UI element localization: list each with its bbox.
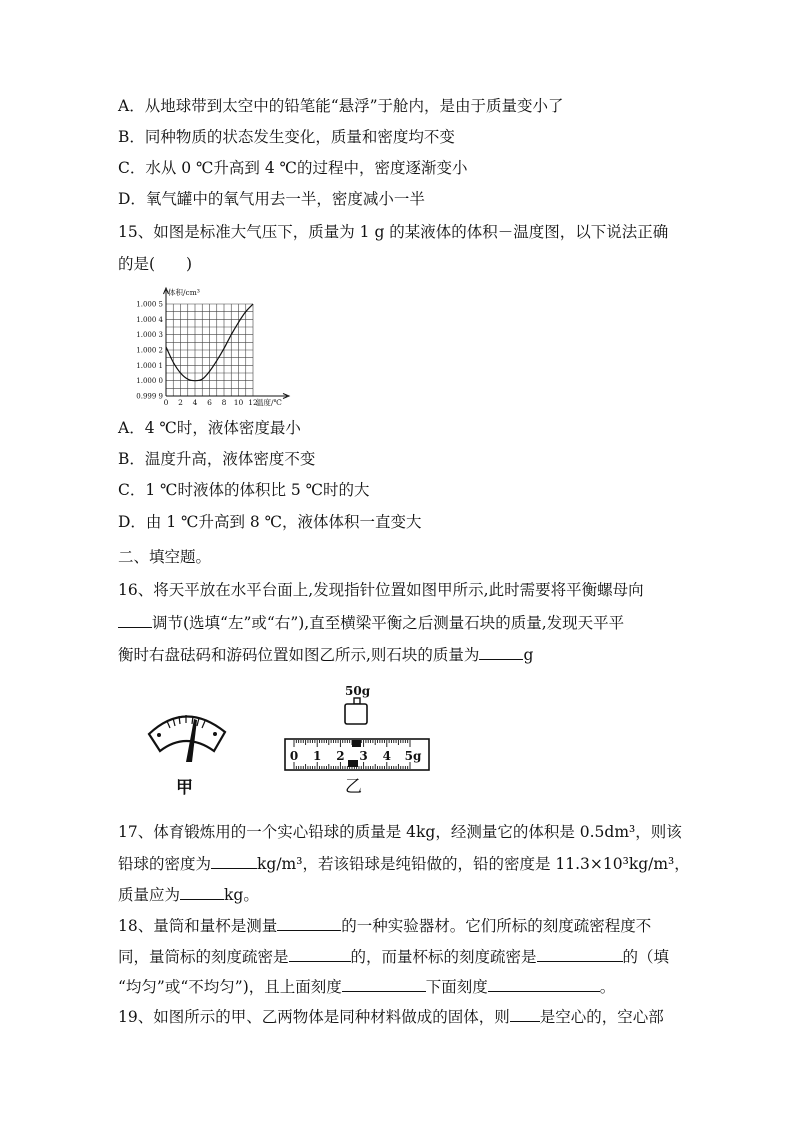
q17-blank-mass[interactable]: [180, 884, 224, 900]
q15-option-d: D．由 1 ℃升高到 8 ℃，液体体积一直变大: [118, 513, 422, 531]
q18-line3: [118, 976, 615, 997]
q17-line3-head: 质量应为: [118, 886, 181, 904]
q17-line2-head: 铅球的密度为: [118, 855, 212, 873]
fig-yi-label: 乙: [345, 777, 362, 795]
chart-x-axis-label: 温度/℃: [256, 398, 282, 407]
q16-blank-direction[interactable]: [118, 612, 152, 628]
q15-option-c: C．1 ℃时液体的体积比 5 ℃时的大: [118, 481, 370, 499]
chart-y-axis-label: 体积/cm³: [168, 288, 200, 297]
q18-blank-measure[interactable]: [277, 915, 341, 931]
volume-temperature-chart: [125, 284, 305, 414]
q16-line1: 16、将天平放在水平台面上,发现指针位置如图甲所示,此时需要将平衡螺母向: [118, 581, 644, 599]
q18-blank-lower[interactable]: [488, 976, 600, 992]
q18-blank-cup[interactable]: [537, 946, 623, 962]
q15-stem-line1: 15、如图是标准大气压下，质量为 1 g 的某液体的体积－温度图，以下说法正确: [118, 223, 669, 241]
q14-option-d: D．氧气罐中的氧气用去一半，密度减小一半: [118, 190, 425, 208]
weight-label: 50g: [345, 684, 371, 698]
q14-option-c: C．水从 0 ℃升高到 4 ℃的过程中，密度逐渐变小: [118, 159, 468, 177]
q19-blank-hollow[interactable]: [510, 1006, 540, 1022]
q18-line2-head: 同，量筒标的刻度疏密是: [118, 948, 289, 966]
x-tick-label: 0: [163, 398, 169, 407]
y-tick-label: 1.000 0: [136, 377, 163, 386]
fig-jia-label: 甲: [176, 778, 193, 798]
x-tick-label: 6: [207, 398, 212, 407]
fig-yi-scale: [282, 680, 432, 795]
q15-option-b: B．温度升高，液体密度不变: [118, 450, 316, 468]
q15-option-a: A．4 ℃时，液体密度最小: [118, 419, 301, 437]
chart-grid: [166, 304, 253, 396]
q19-line1-tail: 是空心的，空心部: [539, 1008, 664, 1026]
q18-line1-tail: 的一种实验器材。它们所标的刻度疏密程度不: [341, 917, 652, 935]
rule-tick-label: 3: [359, 749, 368, 763]
rule-tick-label: 1: [313, 749, 322, 763]
y-tick-label: 1.000 1: [136, 361, 163, 370]
chart-ticks: [136, 301, 258, 408]
rider-bottom: [348, 760, 358, 767]
rule-tick-label: 5g: [404, 749, 422, 763]
q15-stem-line2: 的是( ): [118, 255, 193, 273]
y-tick-label: 0.999 9: [136, 392, 163, 401]
q19-line1: [118, 1006, 664, 1027]
q17-line2-mid: kg/m³，若该铅球是纯铅做的，铅的密度是 11.3×10³kg/m³，: [257, 855, 690, 873]
q19-line1-head: 19、如图所示的甲、乙两物体是同种材料做成的固体，则: [118, 1008, 510, 1026]
rule-tick-label: 0: [289, 749, 299, 763]
q18-line3-head: “均匀”或“不均匀”)，且上面刻度: [118, 978, 342, 996]
q18-line1-head: 18、量筒和量杯是测量: [118, 917, 278, 935]
y-tick-label: 1.000 3: [136, 331, 163, 340]
q16-line2-text: 调节(选填“左”或“右”),直至横梁平衡之后测量石块的质量,发现天平平: [152, 614, 625, 632]
q17-blank-density[interactable]: [211, 853, 257, 869]
x-tick-label: 12: [248, 398, 258, 407]
y-tick-label: 1.000 4: [136, 315, 163, 324]
q18-line2-tail: 的（填: [622, 948, 670, 966]
x-tick-label: 8: [221, 398, 227, 407]
q16-line3: [118, 644, 533, 665]
q17-line1: 17、体育锻炼用的一个实心铅球的质量是 4kg，经测量它的体积是 0.5dm³，则该: [118, 823, 682, 841]
q18-line2: [118, 946, 669, 967]
q14-option-a: A．从地球带到太空中的铅笔能“悬浮”于舱内，是由于质量变小了: [118, 97, 564, 115]
rule-tick-label: 2: [336, 749, 345, 763]
q18-line1: [118, 915, 651, 936]
fig-jia-pointer-dial: [140, 705, 240, 805]
x-tick-label: 2: [178, 398, 183, 407]
x-tick-label: 4: [192, 398, 198, 407]
q17-line3-tail: kg。: [224, 886, 259, 904]
q14-option-b: B．同种物质的状态发生变化，质量和密度均不变: [118, 128, 455, 146]
q16-blank-mass[interactable]: [479, 644, 523, 660]
y-tick-label: 1.000 2: [136, 346, 163, 355]
q18-line2-mid: 的，而量杯标的刻度疏密是: [350, 948, 537, 966]
rule-tick-label: 4: [382, 749, 391, 763]
q16-line3-text: 衡时右盘砝码和游码位置如图乙所示,则石块的质量为: [118, 646, 480, 664]
q18-blank-cylinder[interactable]: [289, 946, 351, 962]
q18-line3-mid: 下面刻度: [425, 978, 488, 996]
weight-block: [345, 704, 367, 724]
q18-line3-tail: 。: [599, 978, 616, 996]
q17-line2: [118, 853, 690, 874]
q16-line2: [118, 612, 624, 633]
y-tick-label: 1.000 5: [136, 300, 163, 309]
q18-blank-upper[interactable]: [342, 976, 426, 992]
rider-top: [352, 740, 361, 747]
q17-line3: [118, 884, 259, 905]
q16-unit: g: [523, 646, 534, 664]
section-heading: 二、填空题。: [118, 548, 212, 566]
x-tick-label: 10: [233, 398, 244, 407]
